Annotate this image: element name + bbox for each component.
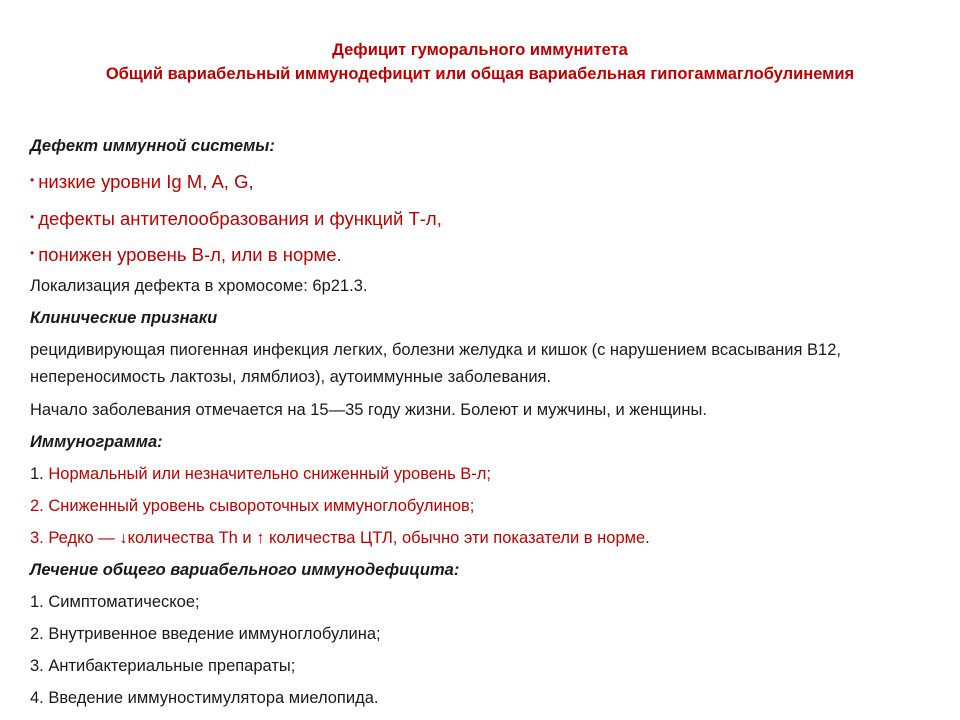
immunogram-item-3: [30, 524, 650, 552]
defect-bullet-1: [30, 164, 254, 198]
defect-bullet-text: понижен уровень В-л, или в норме.: [38, 244, 342, 265]
item-tail: .: [645, 529, 650, 547]
title-line-1: Дефицит гуморального иммунитета: [332, 41, 628, 59]
treatment-item-2: 2. Внутривенное введение иммуноглобулина;: [30, 625, 381, 643]
clinical-text: рецидивирующая пиогенная инфекция легких, болезни желудка и кишок (с нарушением всасывания В12, непереносимость лактозы, лямблиоз), аутоиммунные заболевания.: [30, 341, 841, 386]
defect-bullet-2: [30, 201, 442, 235]
item-text: Редко — ↓количества Th и ↑ количества ЦТЛ, обычно эти показатели в норме: [48, 529, 646, 547]
treatment-heading: Лечение общего вариабельного иммунодефицита:: [30, 561, 460, 579]
slide-title: [0, 38, 960, 86]
bullet-dot-icon: •: [30, 173, 35, 187]
onset-text: Начало заболевания отмечается на 15—35 году жизни. Болеют и мужчины, и женщины.: [30, 401, 707, 419]
item-text: Сниженный уровень сывороточных иммуноглобулинов;: [48, 497, 475, 515]
defect-bullet-text: низкие уровни Ig M, A, G,: [38, 171, 254, 192]
item-number: 3.: [30, 529, 44, 547]
clinical-heading: Клинические признаки: [30, 309, 218, 327]
immunogram-item-2: [30, 492, 474, 520]
defect-bullet-3: [30, 237, 342, 271]
immunogram-heading: Иммунограмма:: [30, 433, 163, 451]
defect-heading: Дефект иммунной системы:: [30, 137, 275, 155]
item-number: 1.: [30, 465, 44, 483]
treatment-item-4: 4. Введение иммуностимулятора миелопида.: [30, 689, 379, 707]
defect-bullet-text: дефекты антителообразования и функций Т-л,: [38, 208, 442, 229]
treatment-item-3: 3. Антибактериальные препараты;: [30, 657, 296, 675]
bullet-dot-icon: •: [30, 210, 35, 224]
item-number: 2.: [30, 497, 44, 515]
item-text: Нормальный или незначительно сниженный уровень В-л;: [48, 465, 491, 483]
immunogram-item-1: [30, 460, 491, 488]
localization-text: Локализация дефекта в хромосоме: 6р21.3.: [30, 277, 368, 295]
treatment-item-1: 1. Симптоматическое;: [30, 593, 200, 611]
title-line-2: Общий вариабельный иммунодефицит или общая вариабельная гипогаммаглобулинемия: [105, 65, 855, 83]
bullet-dot-icon: •: [30, 246, 35, 260]
